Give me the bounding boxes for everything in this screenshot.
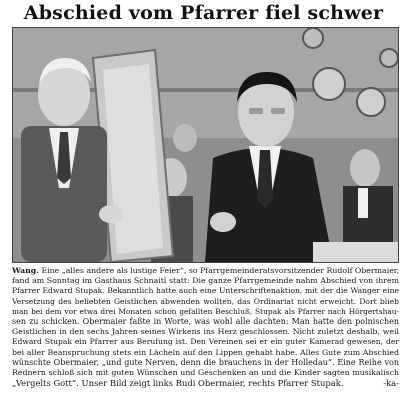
table-cloth: [313, 242, 398, 262]
right-man-eye: [249, 108, 263, 114]
article-line: man bei dem vor etwa drei Monaten schon gefallten Beschluß, Stupak als Pfarrer nach Hörgertshau-: [12, 306, 399, 316]
article-line-text: Eine „alles andere als lustige Feier“, so Pfarrgemeinderatsvorsitzender Rudolf Obermaier,: [38, 266, 399, 275]
article-line: Pfarrer Edward Stupak. Bekanntlich hatte auch eine Unterschriftenaktion, mit der die Wanger eine: [12, 286, 399, 296]
right-man-eye: [271, 108, 285, 114]
wall-plate: [313, 68, 345, 100]
author-signature: -ka-: [383, 378, 399, 389]
wall-plate: [303, 28, 323, 48]
article-line: Geistlichen in den sechs Jahren seines Wirkens ins Herz geschlossen. Nicht zuletzt deshalb, weil: [12, 327, 399, 337]
guest-head: [173, 124, 197, 152]
wall-plate: [380, 49, 398, 67]
article-line: wünschte Obermaier, „und gute Nerven, denn die brauchens in der Holledau“. Eine Reihe von: [12, 357, 399, 367]
right-man-hand: [210, 212, 236, 232]
article-line: Versetzung des beliebten Geistlichen abwenden wollten, das Ordinariat nicht erweicht. Dort blieb: [12, 296, 399, 306]
article-line: [12, 378, 399, 388]
guest-head: [350, 149, 380, 187]
article-line: sen zu schicken. Obermaier faßte in Worte, was wohl alle dachten: Man hatte den polnischen: [12, 317, 399, 327]
article-body: [12, 266, 399, 398]
photo-illustration: [13, 28, 398, 262]
left-man-hand: [99, 205, 123, 223]
article-place: Wang.: [12, 266, 39, 275]
article-photo: [12, 27, 399, 263]
article-line: [12, 266, 399, 276]
article-line: bei aller Beanspruchung stets ein Lächeln auf den Lippen gehabt habe. Alles Gute zum Abschied: [12, 347, 399, 357]
article-headline: Abschied vom Pfarrer fiel schwer: [23, 2, 384, 24]
wall-plate: [357, 88, 385, 116]
article-line-text: „Vergelts Gott“. Unser Bild zeigt links Rudi Obermaier, rechts Pfarrer Stupak.: [12, 378, 344, 389]
guest-shirt: [358, 188, 368, 218]
article-line: Edward Stupak ein Pfarrer aus Berufung ist. Den Vereinen sei er ein guter Kamerad gewesen, der: [12, 337, 399, 347]
article-line: Rednern schloß sich mit guten Wünschen und Geschenken an und die Kinder sagten musikalisch: [12, 368, 399, 378]
article-line: fand am Sonntag im Gasthaus Schnaitl statt: Die ganze Pfarrgemeinde nahm Abschied von ihrem: [12, 276, 399, 286]
